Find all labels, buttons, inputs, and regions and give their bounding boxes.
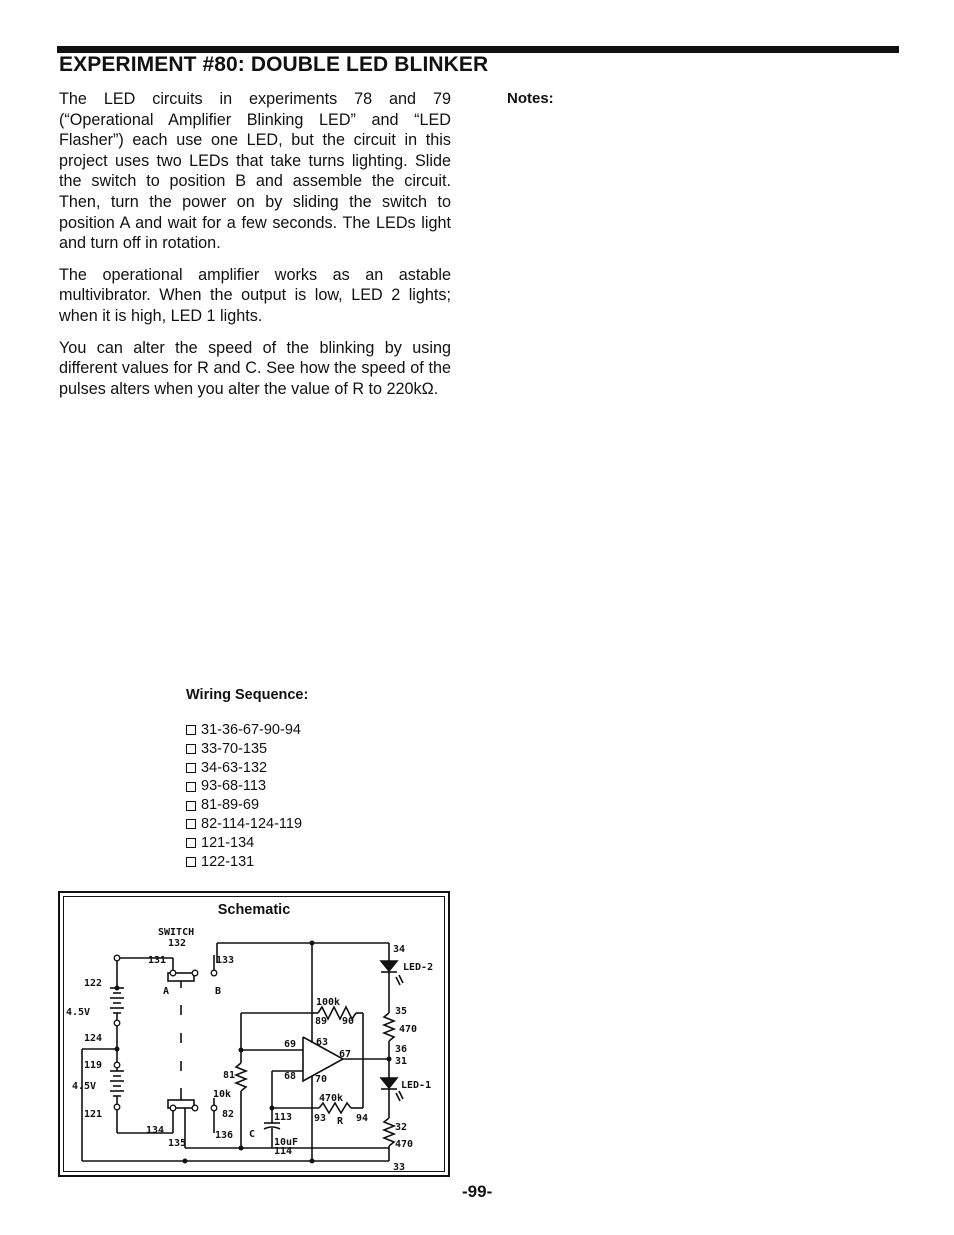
label-34: 34 xyxy=(393,944,406,955)
wiring-item[interactable]: 81-89-69 xyxy=(186,796,308,815)
label-switch: SWITCH xyxy=(158,927,195,938)
label-31: 31 xyxy=(395,1056,408,1067)
label-470-top: 470 xyxy=(399,1024,418,1035)
checkbox-icon[interactable] xyxy=(186,801,196,811)
label-114: 114 xyxy=(274,1146,293,1157)
label-69: 69 xyxy=(284,1039,297,1050)
checkbox-icon[interactable] xyxy=(186,857,196,867)
wiring-list xyxy=(186,721,308,871)
label-c: C xyxy=(249,1129,256,1140)
label-89: 89 xyxy=(315,1016,328,1027)
label-68: 68 xyxy=(284,1071,297,1082)
wiring-title: Wiring Sequence: xyxy=(186,687,309,703)
label-90: 90 xyxy=(342,1016,355,1027)
label-135: 135 xyxy=(168,1138,187,1149)
schematic-panel xyxy=(58,891,450,1177)
checkbox-icon[interactable] xyxy=(186,744,196,754)
label-67: 67 xyxy=(339,1049,352,1060)
label-a: A xyxy=(163,986,170,997)
label-121: 121 xyxy=(84,1109,103,1120)
label-4v5-top: 4.5V xyxy=(66,1007,91,1018)
label-b: B xyxy=(215,986,222,997)
label-133: 133 xyxy=(216,955,235,966)
schematic-title: Schematic xyxy=(217,902,291,918)
label-82: 82 xyxy=(222,1109,235,1120)
wiring-item[interactable]: 93-68-113 xyxy=(186,777,308,796)
label-81: 81 xyxy=(223,1070,236,1081)
wiring-item[interactable]: 31-36-67-90-94 xyxy=(186,721,308,740)
label-36: 36 xyxy=(395,1044,408,1055)
header-rule xyxy=(57,46,899,53)
label-35: 35 xyxy=(395,1006,408,1017)
wiring-item[interactable]: 33-70-135 xyxy=(186,740,308,759)
label-led1: LED-1 xyxy=(401,1080,432,1091)
label-93: 93 xyxy=(314,1113,327,1124)
label-r: R xyxy=(337,1116,344,1127)
schematic-diagram xyxy=(60,893,448,1175)
label-94: 94 xyxy=(356,1113,369,1124)
paragraph-3: You can alter the speed of the blinking by using different values for R and C. See how the speed of the pulses alters when you alter the value of R to 220kΩ. xyxy=(59,338,451,398)
body-text xyxy=(59,89,451,410)
paragraph-2: The operational amplifier works as an astable multivibrator. When the output is low, LED 2 lights; when it is high, LED 1 lights. xyxy=(59,265,451,325)
label-134: 134 xyxy=(146,1125,165,1136)
wiring-item[interactable]: 121-134 xyxy=(186,834,308,853)
page-number: -99- xyxy=(462,1182,493,1201)
checkbox-icon[interactable] xyxy=(186,763,196,773)
checkbox-icon[interactable] xyxy=(186,838,196,848)
label-122: 122 xyxy=(84,978,103,989)
label-113: 113 xyxy=(274,1112,293,1123)
wiring-item[interactable]: 82-114-124-119 xyxy=(186,815,308,834)
label-136: 136 xyxy=(215,1130,234,1141)
wiring-item[interactable]: 34-63-132 xyxy=(186,759,308,778)
label-63: 63 xyxy=(316,1037,329,1048)
wiring-item[interactable]: 122-131 xyxy=(186,853,308,872)
label-32: 32 xyxy=(395,1122,408,1133)
label-33: 33 xyxy=(393,1162,406,1173)
checkbox-icon[interactable] xyxy=(186,725,196,735)
label-70: 70 xyxy=(315,1074,328,1085)
label-131: 131 xyxy=(148,955,167,966)
label-132: 132 xyxy=(168,938,187,949)
label-100k: 100k xyxy=(316,997,341,1008)
label-124: 124 xyxy=(84,1033,103,1044)
label-10uf: 10uF xyxy=(274,1137,299,1148)
label-4v5-bottom: 4.5V xyxy=(72,1081,97,1092)
page-title: EXPERIMENT #80: DOUBLE LED BLINKER xyxy=(59,53,489,76)
label-470-bottom: 470 xyxy=(395,1139,414,1150)
checkbox-icon[interactable] xyxy=(186,782,196,792)
checkbox-icon[interactable] xyxy=(186,819,196,829)
paragraph-1: The LED circuits in experiments 78 and 79 (“Operational Amplifier Blinking LED” and “LED Flasher”) each use one LED, but the circuit in this project uses two LEDs that take turns lighting. Slide the switch to position B and assemble the circuit. Then, turn the power on by sliding the switch to position A and wait for a few seconds. The LEDs light and turn off in rotation. xyxy=(59,90,451,253)
notes-label: Notes: xyxy=(507,90,554,107)
label-470k: 470k xyxy=(319,1093,344,1104)
wiring-sequence xyxy=(186,687,308,871)
label-10k: 10k xyxy=(213,1089,232,1100)
label-119: 119 xyxy=(84,1060,103,1071)
label-led2: LED-2 xyxy=(403,962,434,973)
